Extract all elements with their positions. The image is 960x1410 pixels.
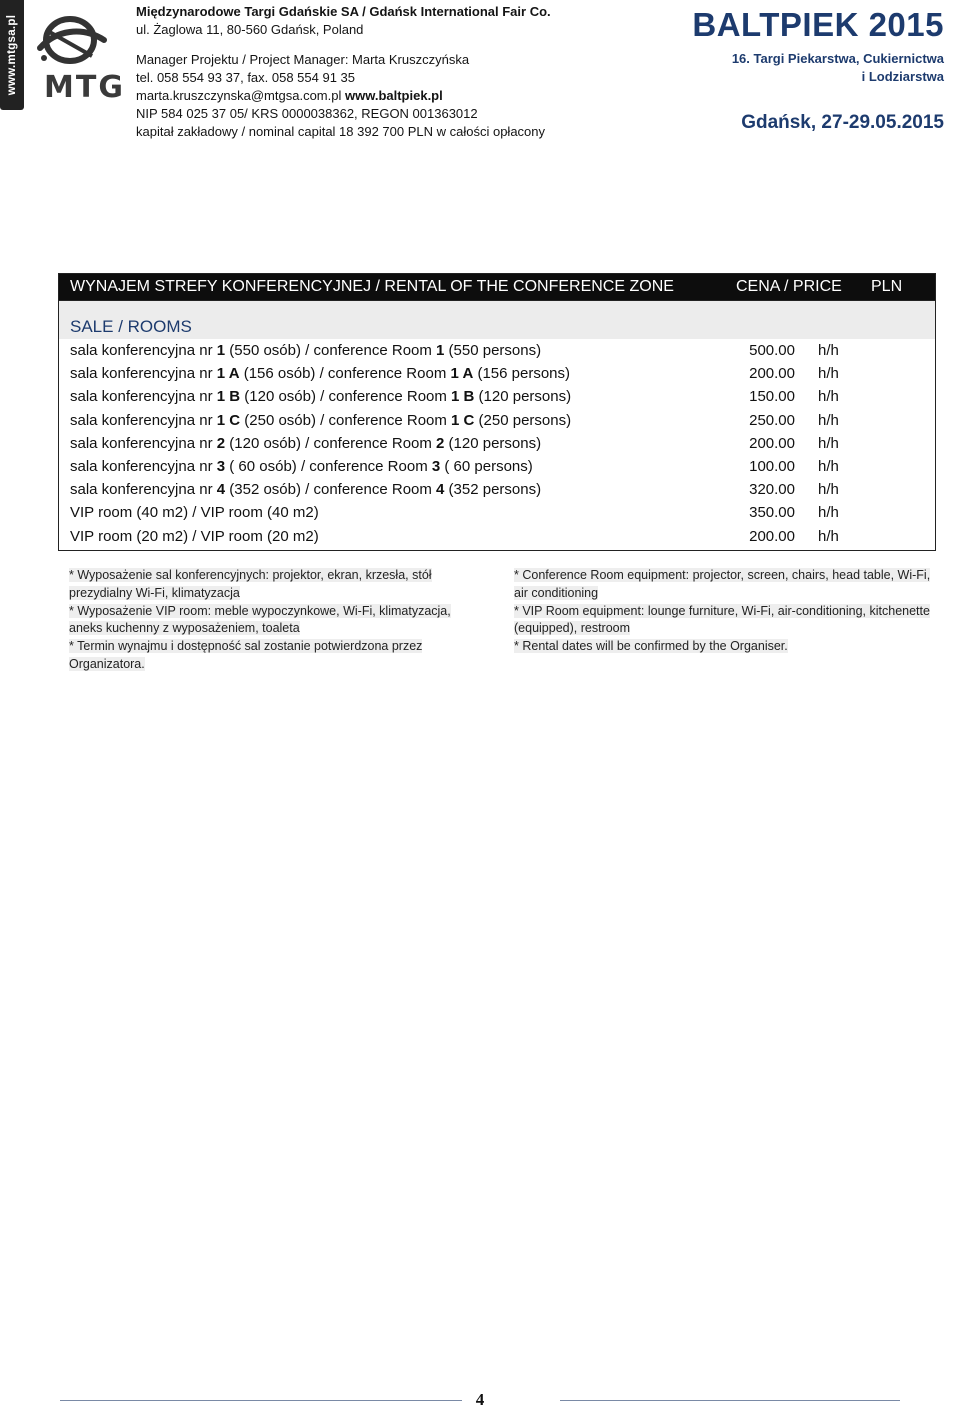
room-number: 3 [216, 457, 226, 475]
room-number: 1 C [451, 411, 475, 429]
note-en-equipment: * Conference Room equipment: projector, screen, chairs, head table, Wi-Fi, air conditioning [514, 568, 931, 600]
note-en-vip: * VIP Room equipment: lounge furniture, Wi-Fi, air-conditioning, kitchenette (equipped), restroom [514, 603, 930, 636]
event-subtitle-1: 16. Targi Piekarstwa, Cukiernictwa [731, 51, 944, 66]
room-desc-text: VIP room (20 m2) / VIP room (20 m2) [70, 527, 319, 545]
room-number: 2 [216, 434, 226, 452]
room-number: 1 [436, 342, 445, 359]
table-title: WYNAJEM STREFY KONFERENCYJNEJ / RENTAL OF THE CONFERENCE ZONE [70, 278, 674, 295]
room-number: 1 C [216, 411, 241, 429]
price-column-header: CENA / PRICE [736, 278, 842, 295]
room-price: 500.00 [749, 342, 795, 359]
event-subtitle-2: i Lodziarstwa [861, 69, 944, 84]
project-manager: Manager Projektu / Project Manager: Marta Kruszczyńska [136, 52, 470, 67]
room-desc-text: sala konferencyjna nr [70, 411, 217, 429]
registration-info: NIP 584 025 37 05/ KRS 0000038362, REGON 001363012 [136, 106, 478, 121]
room-description [70, 455, 533, 478]
room-desc-text: (352 persons) [444, 481, 542, 499]
room-price: 200.00 [749, 365, 795, 383]
room-desc-text: (156 osób) / conference Room [239, 365, 451, 383]
room-number: 1 B [451, 388, 475, 406]
room-description [70, 409, 571, 432]
room-desc-text: sala konferencyjna nr [70, 434, 217, 452]
room-desc-text: (250 persons) [474, 411, 572, 429]
event-name: BALTPIEK 2015 [692, 6, 944, 43]
side-website-text: www.mtgsa.pl [6, 14, 18, 96]
table-row [59, 478, 935, 501]
room-number: 1 A [450, 365, 474, 383]
price-unit: h/h [818, 342, 839, 359]
logo-text: MTG [44, 70, 125, 105]
room-price: 250.00 [749, 411, 795, 429]
room-description [70, 385, 571, 408]
room-number: 4 [436, 481, 445, 499]
price-unit: h/h [818, 411, 839, 429]
page-number: 4 [475, 1390, 485, 1409]
room-desc-text: ( 60 persons) [440, 457, 533, 475]
room-number: 3 [431, 457, 441, 475]
room-number: 2 [436, 434, 445, 452]
org-address: ul. Żaglowa 11, 80-560 Gdańsk, Poland [136, 22, 364, 37]
notes-polish [69, 567, 479, 674]
website-side-strip [0, 0, 24, 110]
room-price: 200.00 [749, 527, 795, 545]
room-description [70, 432, 541, 455]
room-description [70, 478, 541, 501]
room-desc-text: sala konferencyjna nr [70, 481, 217, 499]
room-price: 100.00 [749, 457, 795, 475]
room-desc-text: (120 persons) [474, 388, 572, 406]
event-info [692, 4, 944, 135]
room-number: 1 A [216, 365, 240, 383]
table-row [59, 339, 935, 362]
room-price: 350.00 [749, 504, 795, 522]
room-price: 200.00 [749, 434, 795, 452]
table-row [59, 525, 935, 548]
room-number: 4 [216, 481, 226, 499]
room-desc-text: (550 osób) / conference Room [225, 342, 437, 359]
table-row [59, 455, 935, 478]
price-unit: h/h [818, 457, 839, 475]
room-desc-text: (120 osób) / conference Room [225, 434, 437, 452]
note-pl-equipment: * Wyposażenie sal konferencyjnych: projektor, ekran, krzesła, stół prezydialny Wi-Fi, klimatyzacja [69, 568, 432, 600]
org-name: Międzynarodowe Targi Gdańskie SA / Gdańsk International Fair Co. [136, 4, 551, 19]
email-link[interactable]: marta.kruszczynska@mtgsa.com.pl [136, 88, 342, 103]
note-pl-dates: * Termin wynajmu i dostępność sal zostanie potwierdzona przez Organizatora. [69, 639, 423, 671]
table-row [59, 501, 935, 524]
section-header [59, 300, 935, 339]
price-unit: h/h [818, 434, 839, 452]
table-header [59, 274, 935, 300]
room-desc-text: sala konferencyjna nr [70, 388, 217, 406]
room-desc-text: (120 persons) [444, 434, 542, 452]
notes-english [514, 567, 934, 656]
price-unit: h/h [818, 527, 839, 545]
room-description [70, 501, 319, 524]
note-pl-vip: * Wyposażenie VIP room: meble wypoczynkowe, Wi-Fi, klimatyzacja, aneks kuchenny z wyposażeniem, toaleta [69, 603, 451, 636]
room-desc-text: sala konferencyjna nr [70, 457, 217, 475]
room-rows [59, 339, 935, 550]
price-unit: h/h [818, 504, 839, 522]
room-desc-text: (352 osób) / conference Room [225, 481, 437, 499]
capital-info: kapitał zakładowy / nominal capital 18 392 700 PLN w całości opłacony [136, 124, 546, 139]
room-description [70, 362, 570, 385]
table-row [59, 409, 935, 432]
room-description [70, 525, 319, 548]
price-unit: h/h [818, 365, 839, 383]
price-table [58, 273, 936, 551]
room-desc-text: (550 persons) [444, 342, 542, 359]
organizer-info [136, 3, 696, 141]
phone-fax: tel. 058 554 93 37, fax. 058 554 91 35 [136, 70, 356, 85]
room-number: 1 B [216, 388, 241, 406]
room-price: 320.00 [749, 481, 795, 499]
price-unit: h/h [818, 481, 839, 499]
currency-column-header: PLN [871, 278, 903, 295]
room-desc-text: (156 persons) [473, 365, 571, 383]
room-desc-text: ( 60 osób) / conference Room [225, 457, 432, 475]
section-title: SALE / ROOMS [70, 317, 192, 336]
room-number: 1 [216, 342, 226, 359]
room-desc-text: (250 osób) / conference Room [240, 411, 452, 429]
room-price: 150.00 [749, 388, 795, 406]
table-row [59, 432, 935, 455]
room-desc-text: sala konferencyjna nr [70, 365, 217, 383]
table-row [59, 385, 935, 408]
note-en-dates: * Rental dates will be confirmed by the Organiser. [514, 639, 788, 654]
room-desc-text: sala konferencyjna nr [70, 342, 217, 359]
room-desc-text: (120 osób) / conference Room [240, 388, 452, 406]
contact-links [136, 87, 696, 105]
table-row [59, 362, 935, 385]
event-date: Gdańsk, 27-29.05.2015 [741, 112, 944, 133]
website-link[interactable]: www.baltpiek.pl [344, 88, 443, 103]
room-description [70, 339, 541, 362]
room-desc-text: VIP room (40 m2) / VIP room (40 m2) [70, 504, 319, 522]
price-unit: h/h [818, 388, 839, 406]
